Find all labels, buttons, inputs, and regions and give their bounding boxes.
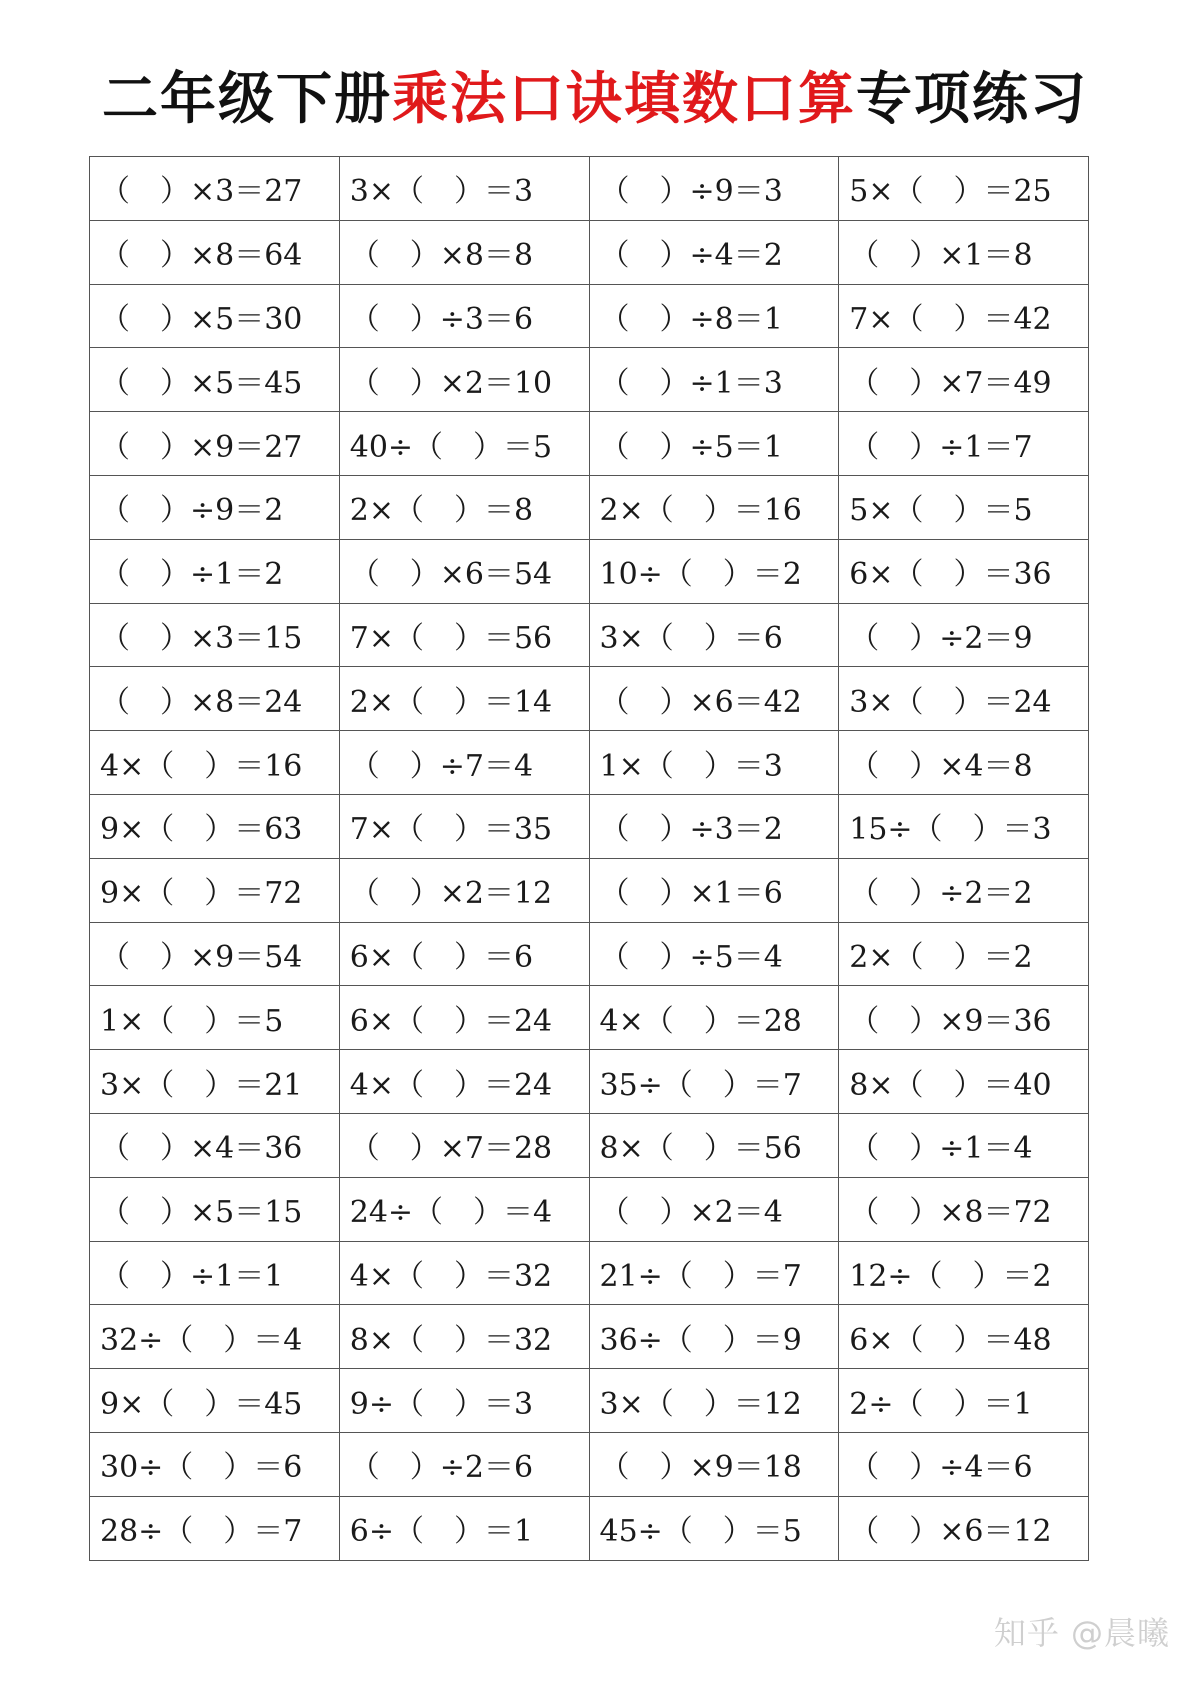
- problem-cell: （ ）×9＝54: [90, 922, 340, 986]
- problem-cell: （ ）÷1＝4: [839, 1113, 1089, 1177]
- problem-cell: 9×（ ）＝72: [90, 858, 340, 922]
- watermark: 知乎 @晨曦: [993, 1614, 1170, 1652]
- problem-cell: （ ）÷2＝6: [339, 1432, 589, 1496]
- problem-cell: （ ）÷1＝2: [90, 539, 340, 603]
- problem-cell: 1×（ ）＝3: [589, 731, 839, 795]
- problem-cell: 2×（ ）＝16: [589, 475, 839, 539]
- table-row: [90, 858, 1089, 922]
- table-row: [90, 220, 1089, 284]
- problem-cell: （ ）÷3＝2: [589, 794, 839, 858]
- problem-cell: 21÷（ ）＝7: [589, 1241, 839, 1305]
- table-row: [90, 539, 1089, 603]
- problem-cell: 8×（ ）＝32: [339, 1305, 589, 1369]
- problem-cell: （ ）×6＝42: [589, 667, 839, 731]
- table-row: [90, 1113, 1089, 1177]
- problem-cell: 10÷（ ）＝2: [589, 539, 839, 603]
- problem-cell: （ ）×5＝30: [90, 284, 340, 348]
- problem-cell: （ ）÷8＝1: [589, 284, 839, 348]
- problem-cell: （ ）÷5＝1: [589, 412, 839, 476]
- problem-cell: （ ）×4＝36: [90, 1113, 340, 1177]
- exercise-table: [89, 156, 1089, 1561]
- problem-cell: 9÷（ ）＝3: [339, 1369, 589, 1433]
- table-row: [90, 1496, 1089, 1560]
- problem-cell: 7×（ ）＝56: [339, 603, 589, 667]
- problem-cell: 5×（ ）＝5: [839, 475, 1089, 539]
- table-row: [90, 1432, 1089, 1496]
- problem-cell: 4×（ ）＝24: [339, 1050, 589, 1114]
- problem-cell: （ ）÷9＝3: [589, 157, 839, 221]
- table-row: [90, 1241, 1089, 1305]
- table-row: [90, 922, 1089, 986]
- problem-cell: （ ）×9＝36: [839, 986, 1089, 1050]
- problem-cell: （ ）×1＝8: [839, 220, 1089, 284]
- problem-cell: 8×（ ）＝40: [839, 1050, 1089, 1114]
- problem-cell: 32÷（ ）＝4: [90, 1305, 340, 1369]
- problem-cell: 7×（ ）＝35: [339, 794, 589, 858]
- problem-cell: （ ）×3＝27: [90, 157, 340, 221]
- problem-cell: （ ）×6＝12: [839, 1496, 1089, 1560]
- problem-cell: （ ）×7＝28: [339, 1113, 589, 1177]
- title-highlight: 乘法口诀填数口算: [392, 67, 856, 132]
- problem-cell: （ ）×2＝4: [589, 1177, 839, 1241]
- problem-cell: （ ）×5＝15: [90, 1177, 340, 1241]
- problem-cell: （ ）×1＝6: [589, 858, 839, 922]
- table-row: [90, 667, 1089, 731]
- problem-cell: 2×（ ）＝2: [839, 922, 1089, 986]
- problem-cell: （ ）×2＝12: [339, 858, 589, 922]
- problem-cell: 6÷（ ）＝1: [339, 1496, 589, 1560]
- problem-cell: 15÷（ ）＝3: [839, 794, 1089, 858]
- title-suffix: 专项练习: [856, 67, 1088, 132]
- problem-cell: 3×（ ）＝21: [90, 1050, 340, 1114]
- problem-cell: 6×（ ）＝36: [839, 539, 1089, 603]
- problem-cell: （ ）÷3＝6: [339, 284, 589, 348]
- problem-cell: 1×（ ）＝5: [90, 986, 340, 1050]
- problem-cell: 12÷（ ）＝2: [839, 1241, 1089, 1305]
- problem-cell: （ ）÷1＝7: [839, 412, 1089, 476]
- problem-cell: （ ）÷1＝3: [589, 348, 839, 412]
- problem-cell: （ ）×9＝27: [90, 412, 340, 476]
- problem-cell: （ ）÷4＝2: [589, 220, 839, 284]
- problem-cell: 6×（ ）＝24: [339, 986, 589, 1050]
- problem-cell: （ ）×8＝24: [90, 667, 340, 731]
- problem-cell: 2×（ ）＝8: [339, 475, 589, 539]
- problem-cell: 6×（ ）＝6: [339, 922, 589, 986]
- table-row: [90, 348, 1089, 412]
- problem-cell: 8×（ ）＝56: [589, 1113, 839, 1177]
- problem-cell: 28÷（ ）＝7: [90, 1496, 340, 1560]
- table-row: [90, 1050, 1089, 1114]
- problem-cell: 9×（ ）＝63: [90, 794, 340, 858]
- problem-cell: 30÷（ ）＝6: [90, 1432, 340, 1496]
- problem-cell: 3×（ ）＝12: [589, 1369, 839, 1433]
- problem-cell: （ ）÷4＝6: [839, 1432, 1089, 1496]
- problem-cell: 45÷（ ）＝5: [589, 1496, 839, 1560]
- problem-cell: （ ）×7＝49: [839, 348, 1089, 412]
- problem-cell: （ ）×4＝8: [839, 731, 1089, 795]
- table-row: [90, 412, 1089, 476]
- problem-cell: 24÷（ ）＝4: [339, 1177, 589, 1241]
- problem-cell: （ ）×5＝45: [90, 348, 340, 412]
- problem-cell: 6×（ ）＝48: [839, 1305, 1089, 1369]
- problem-cell: 5×（ ）＝25: [839, 157, 1089, 221]
- problem-cell: 4×（ ）＝16: [90, 731, 340, 795]
- problem-cell: （ ）÷2＝2: [839, 858, 1089, 922]
- problem-cell: （ ）×2＝10: [339, 348, 589, 412]
- problem-cell: （ ）×8＝64: [90, 220, 340, 284]
- problem-cell: 36÷（ ）＝9: [589, 1305, 839, 1369]
- page-title: [0, 60, 1190, 140]
- table-row: [90, 794, 1089, 858]
- problem-cell: 9×（ ）＝45: [90, 1369, 340, 1433]
- table-row: [90, 731, 1089, 795]
- problem-cell: （ ）×6＝54: [339, 539, 589, 603]
- problem-cell: 7×（ ）＝42: [839, 284, 1089, 348]
- problem-cell: （ ）÷5＝4: [589, 922, 839, 986]
- table-row: [90, 284, 1089, 348]
- table-row: [90, 1369, 1089, 1433]
- problem-cell: 4×（ ）＝28: [589, 986, 839, 1050]
- problem-cell: 3×（ ）＝24: [839, 667, 1089, 731]
- problem-cell: （ ）÷9＝2: [90, 475, 340, 539]
- problem-cell: （ ）×8＝8: [339, 220, 589, 284]
- table-row: [90, 986, 1089, 1050]
- table-row: [90, 475, 1089, 539]
- problem-cell: （ ）×9＝18: [589, 1432, 839, 1496]
- problem-cell: （ ）×8＝72: [839, 1177, 1089, 1241]
- problem-cell: 2÷（ ）＝1: [839, 1369, 1089, 1433]
- title-prefix: 二年级下册: [102, 67, 392, 132]
- table-row: [90, 603, 1089, 667]
- table-row: [90, 157, 1089, 221]
- table-row: [90, 1305, 1089, 1369]
- problem-cell: （ ）÷7＝4: [339, 731, 589, 795]
- problem-cell: 35÷（ ）＝7: [589, 1050, 839, 1114]
- problem-cell: （ ）÷2＝9: [839, 603, 1089, 667]
- problem-cell: （ ）÷1＝1: [90, 1241, 340, 1305]
- table-row: [90, 1177, 1089, 1241]
- problem-cell: 2×（ ）＝14: [339, 667, 589, 731]
- problem-cell: （ ）×3＝15: [90, 603, 340, 667]
- problem-cell: 3×（ ）＝3: [339, 157, 589, 221]
- problem-cell: 3×（ ）＝6: [589, 603, 839, 667]
- problem-cell: 4×（ ）＝32: [339, 1241, 589, 1305]
- problem-cell: 40÷（ ）＝5: [339, 412, 589, 476]
